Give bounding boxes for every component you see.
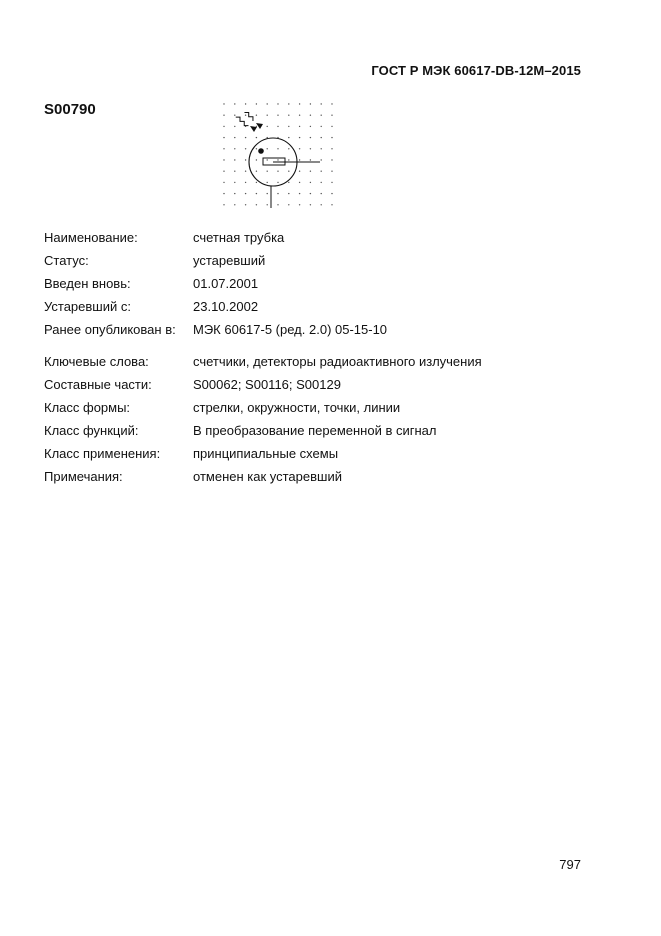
field-value: МЭК 60617-5 (ред. 2.0) 05-15-10 bbox=[193, 322, 388, 337]
field-value: счетчики, детекторы радиоактивного излучения bbox=[193, 354, 482, 369]
page-number: 797 bbox=[559, 857, 581, 872]
field-previously-published bbox=[44, 318, 604, 341]
field-shape-class bbox=[44, 396, 604, 419]
field-label: Наименование: bbox=[44, 230, 138, 245]
field-notes bbox=[44, 465, 604, 488]
field-label: Статус: bbox=[44, 253, 89, 268]
field-value: устаревший bbox=[193, 253, 266, 268]
field-value: счетная трубка bbox=[193, 230, 285, 245]
field-label: Введен вновь: bbox=[44, 276, 131, 291]
field-label: Класс функций: bbox=[44, 423, 139, 438]
counter-tube-symbol-icon bbox=[218, 96, 338, 220]
field-introduced bbox=[44, 272, 604, 295]
field-obsolete-since bbox=[44, 295, 604, 318]
field-value: отменен как устаревший bbox=[193, 469, 342, 484]
field-function-class bbox=[44, 419, 604, 442]
field-components bbox=[44, 373, 604, 396]
properties-list bbox=[44, 226, 604, 488]
field-keywords bbox=[44, 350, 604, 373]
field-value: принципиальные схемы bbox=[193, 446, 339, 461]
field-label: Примечания: bbox=[44, 469, 123, 484]
field-value: В преобразование переменной в сигнал bbox=[193, 423, 437, 438]
field-value: стрелки, окружности, точки, линии bbox=[193, 400, 401, 415]
section-gap bbox=[44, 341, 604, 350]
field-value: 23.10.2002 bbox=[193, 299, 259, 314]
field-status bbox=[44, 249, 604, 272]
field-name bbox=[44, 226, 604, 249]
field-value: 01.07.2001 bbox=[193, 276, 259, 291]
standard-header: ГОСТ Р МЭК 60617-DB-12М–2015 bbox=[371, 63, 581, 78]
field-label: Составные части: bbox=[44, 377, 152, 392]
field-label: Ранее опубликован в: bbox=[44, 322, 176, 337]
field-application-class bbox=[44, 442, 604, 465]
field-value: S00062; S00116; S00129 bbox=[193, 377, 341, 392]
field-label: Устаревший с: bbox=[44, 299, 131, 314]
field-label: Класс формы: bbox=[44, 400, 131, 415]
field-label: Класс применения: bbox=[44, 446, 161, 461]
field-label: Ключевые слова: bbox=[44, 354, 149, 369]
symbol-code: S00790 bbox=[44, 101, 96, 118]
